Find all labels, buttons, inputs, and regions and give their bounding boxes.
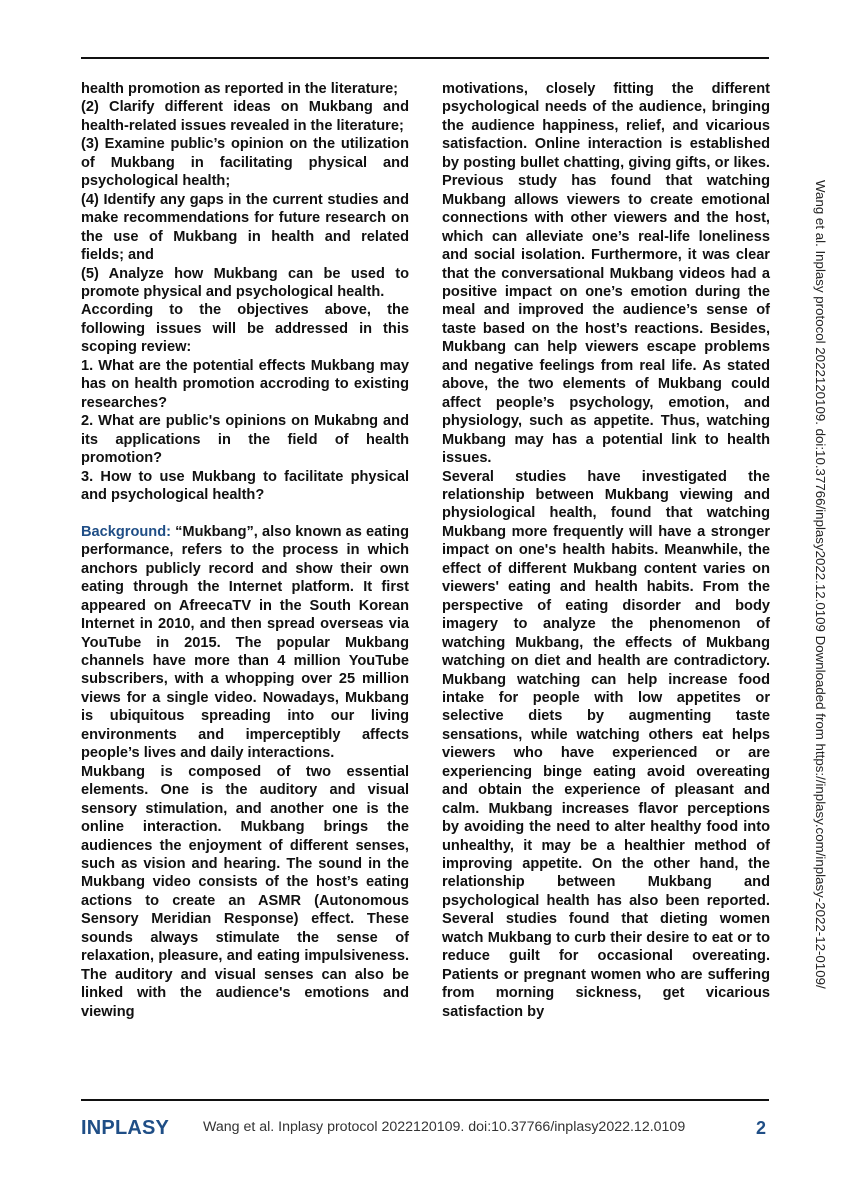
objective-4: (4) Identify any gaps in the current studies and make recommendations for future research on the use of Mukbang in health and related fields; and bbox=[81, 191, 409, 264]
footer-brand-logo: INPLASY bbox=[81, 1117, 170, 1139]
background-heading: Background: bbox=[81, 523, 171, 540]
background-text: “Mukbang”, also known as eating performance, refers to the process in which anchors publicly record and show their own eating through the Internet platform. It first appeared on AfreecaTV in the South Korean Internet in 2010, and then spread overseas via YouTube in 2015. The popular Mukbang channels have more than 4 million YouTube subscribers, with a whopping over 25 million views for a single video. Nowadays, Mukbang is ubiquitous spreading into our living environments and imperceptibly affects people’s lives and daily interactions. bbox=[81, 523, 409, 762]
elements-paragraph: Mukbang is composed of two essential elements. One is the auditory and visual sensory stimulation, and another one is the online interaction. Mukbang brings the audiences the enjoyment of different senses, such as vision and hearing. The sound in the Mukbang video consists of the host’s eating actions to create an ASMR (Autonomous Sensory Meridian Response) effect. These sounds always stimulate the sense of relaxation, pleasure, and eating impulsiveness. The auditory and visual senses can also be linked with the audience's emotions and viewing bbox=[81, 763, 409, 1020]
objective-1-continued: health promotion as reported in the literature; bbox=[81, 81, 399, 97]
objective-5: (5) Analyze how Mukbang can be used to promote physical and psychological health. bbox=[81, 265, 409, 300]
footer-rule bbox=[81, 1099, 769, 1101]
left-column bbox=[81, 80, 409, 1021]
background-paragraph bbox=[81, 523, 409, 763]
question-3: 3. How to use Mukbang to facilitate physical and psychological health? bbox=[81, 468, 409, 503]
question-1: 1. What are the potential effects Mukbang may has on health promotion accroding to existing researches? bbox=[81, 357, 409, 411]
question-2: 2. What are public's opinions on Mukabng and its applications in the field of health promotion? bbox=[81, 413, 409, 467]
motivations-paragraph: motivations, closely fitting the different psychological needs of the audience, bringing the audience happiness, relief, and vicarious satisfaction. Online interaction is established by posting bullet chatting, giving gifts, or likes. Previous study has found that watching Mukbang allows viewers to create emotional connections with other viewers and the host, which can alleviate one’s real-life loneliness and social isolation. Furthermore, it was clear that the conversational Mukbang videos had a positive impact on one’s emotion during the meal and improved the audience’s sense of taste based on the host’s reactions. Besides, Mukbang can help viewers escape problems and negative feelings from real life. As stated above, the two elements of Mukbang could affect people’s psychology, emotion, and physiology, such as appetite. Thus, watching Mukbang may has a potential link to health issues. bbox=[442, 81, 770, 467]
objective-3: (3) Examine public’s opinion on the utilization of Mukbang in facilitating physical and psychological health; bbox=[81, 136, 409, 190]
objective-2: (2) Clarify different ideas on Mukbang and health-related issues revealed in the literature; bbox=[81, 99, 409, 134]
questions-intro: According to the objectives above, the following issues will be addressed in this scoping review: bbox=[81, 302, 409, 356]
studies-paragraph: Several studies have investigated the relationship between Mukbang viewing and physiological health, found that watching Mukbang more frequently will have a stronger impact on one's health habits. Meanwhile, the effect of different Mukbang content varies on viewers' eating and health habits. From the perspective of eating disorder and body imagery to analyze the phenomenon of watching Mukbang, the effects of Mukbang watching on diet and health are contradictory. Mukbang watching can help increase food intake for people with low appetites or selective diets by augmenting taste sensations, while watching others eat helps viewers who have experienced or are experiencing binge eating avoid overeating and obtain the experience of pleasant and calm. Mukbang increases flavor perceptions by avoiding the need to alter healthy food into unhealthy, it may be a healthier method of improving appetite. On the other hand, the relationship between Mukbang and psychological health has also been reported. Several studies found that dieting women watch Mukbang to curb their desire to eat or to reduce guilt for occasional overeating. Patients or pregnant women who are suffering from morning sickness, get vicarious satisfaction by bbox=[442, 468, 770, 1020]
side-download-note: Wang et al. Inplasy protocol 2022120109. doi:10.37766/inplasy2022.12.0109 Downloaded from https://inplasy.com/inplasy-2022-12-0109/ bbox=[813, 180, 828, 989]
header-rule bbox=[81, 57, 769, 59]
right-column bbox=[442, 80, 770, 1021]
footer-citation: Wang et al. Inplasy protocol 2022120109. doi:10.37766/inplasy2022.12.0109 bbox=[203, 1119, 686, 1135]
page-number: 2 bbox=[756, 1118, 767, 1138]
